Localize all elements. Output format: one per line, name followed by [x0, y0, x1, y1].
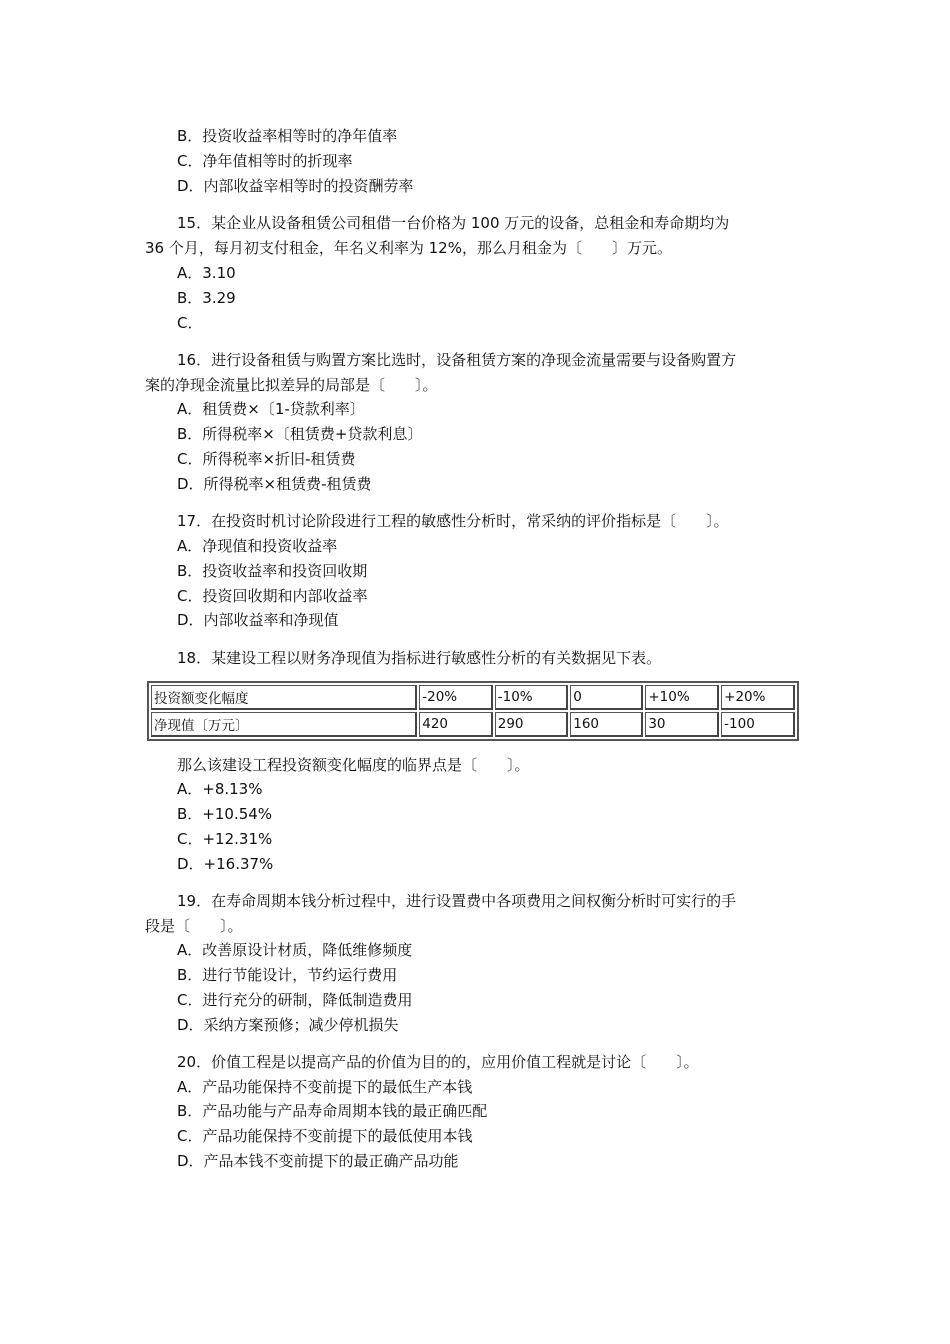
table-cell: +20% — [721, 685, 795, 710]
q16-stem-line2: 案的净现金流量比拟差异的局部是〔 〕。 — [145, 376, 438, 394]
q18-option-b: B．+10.54% — [177, 805, 273, 823]
q19-option-d: D．采纳方案预修；减少停机损失 — [177, 1016, 399, 1034]
q16-option-d: D．所得税率×租赁费-租赁费 — [177, 475, 372, 493]
table-cell: 160 — [570, 712, 643, 737]
q18-option-a: A．+8.13% — [177, 780, 263, 798]
sensitivity-table — [147, 681, 799, 741]
q20-option-d: D．产品本钱不变前提下的最正确产品功能 — [177, 1152, 459, 1170]
table-cell: 净现值〔万元〕 — [151, 712, 417, 737]
q18-stem-after-table: 那么该建设工程投资额变化幅度的临界点是〔 〕。 — [177, 756, 530, 774]
q19-option-c: C．进行充分的研制，降低制造费用 — [177, 991, 413, 1009]
table-row — [151, 685, 795, 710]
q16-stem-line1: 16．进行设备租赁与购置方案比选时，设备租赁方案的净现金流量需要与设备购置方 — [177, 351, 737, 369]
q15-stem-line1: 15．某企业从设备租赁公司租借一台价格为 100 万元的设备，总租金和寿命期均为 — [177, 214, 730, 232]
q15-stem-line2: 36 个月，每月初支付租金，年名义利率为 12%，那么月租金为〔 〕万元。 — [145, 239, 672, 257]
q16-option-a: A．租赁费×〔1-贷款利率〕 — [177, 400, 365, 418]
q17-option-d: D．内部收益率和净现值 — [177, 611, 339, 629]
q15-option-b: B．3.29 — [177, 289, 236, 307]
q15-option-a: A．3.10 — [177, 264, 236, 282]
q20-stem: 20．价值工程是以提高产品的价值为目的的，应用价值工程就是讨论〔 〕。 — [177, 1053, 699, 1071]
q19-option-a: A．改善原设计材质，降低维修频度 — [177, 941, 413, 959]
q14-option-c: C．净年值相等时的折现率 — [177, 152, 353, 170]
q19-stem-line2: 段是〔 〕。 — [145, 917, 243, 935]
q16-option-c: C．所得税率×折旧-租赁费 — [177, 450, 356, 468]
q17-stem: 17．在投资时机讨论阶段进行工程的敏感性分析时，常采纳的评价指标是〔 〕。 — [177, 512, 729, 530]
q14-option-b: B．投资收益率相等时的净年值率 — [177, 127, 398, 145]
q18-stem: 18．某建设工程以财务净现值为指标进行敏感性分析的有关数据见下表。 — [177, 649, 662, 667]
table-cell: -10% — [495, 685, 569, 710]
table-cell: -100 — [721, 712, 795, 737]
q20-option-a: A．产品功能保持不变前提下的最低生产本钱 — [177, 1078, 473, 1096]
table-row — [151, 712, 795, 737]
q18-option-d: D．+16.37% — [177, 855, 274, 873]
table-cell: +10% — [645, 685, 719, 710]
q17-option-c: C．投资回收期和内部收益率 — [177, 587, 368, 605]
q20-option-b: B．产品功能与产品寿命周期本钱的最正确匹配 — [177, 1102, 488, 1120]
table-cell: 420 — [419, 712, 493, 737]
table-cell: 0 — [570, 685, 643, 710]
q14-option-d: D．内部收益宰相等时的投资酬劳率 — [177, 177, 414, 195]
table-cell: -20% — [419, 685, 493, 710]
q17-option-b: B．投资收益率和投资回收期 — [177, 562, 368, 580]
table-cell: 290 — [495, 712, 569, 737]
q17-option-a: A．净现值和投资收益率 — [177, 537, 338, 555]
table-cell: 30 — [645, 712, 719, 737]
q16-option-b: B．所得税率×〔租赁费+贷款利息〕 — [177, 425, 423, 443]
table-cell: 投资额变化幅度 — [151, 685, 417, 710]
q20-option-c: C．产品功能保持不变前提下的最低使用本钱 — [177, 1127, 473, 1145]
q19-option-b: B．进行节能设计，节约运行费用 — [177, 966, 398, 984]
q18-option-c: C．+12.31% — [177, 830, 273, 848]
q19-stem-line1: 19．在寿命周期本钱分析过程中，进行设置费中各项费用之间权衡分析时可实行的手 — [177, 892, 737, 910]
q15-option-c: C． — [177, 314, 203, 332]
